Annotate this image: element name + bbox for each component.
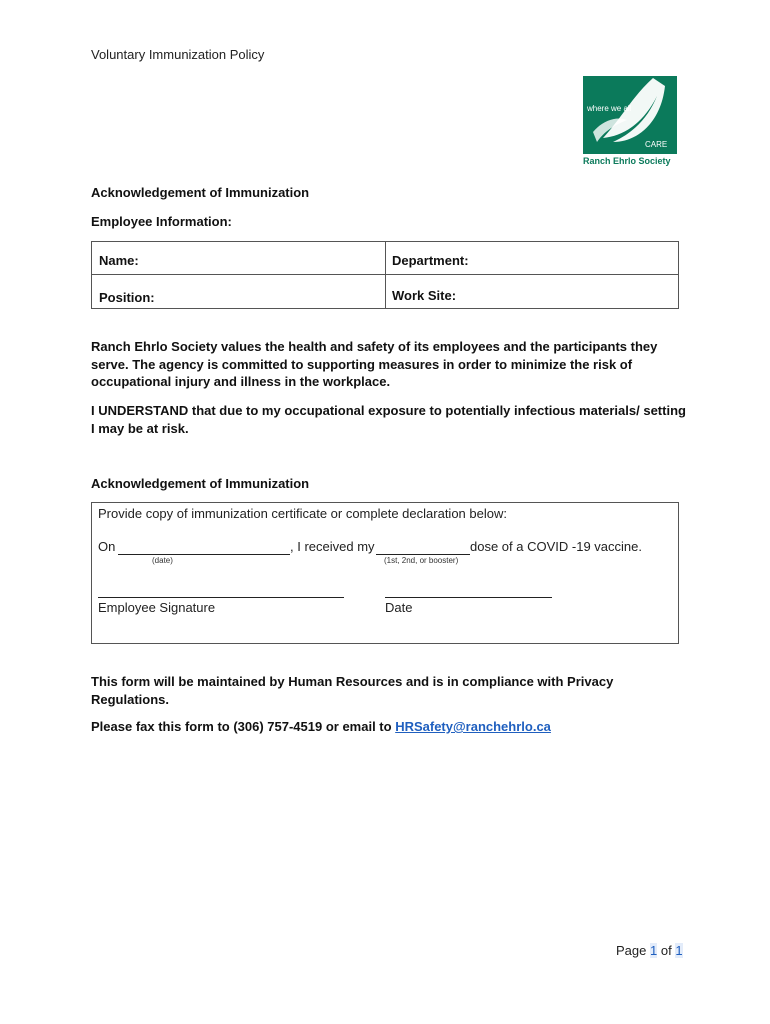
date-hint: (date) — [152, 556, 173, 565]
section-title-acknowledgement: Acknowledgement of Immunization — [91, 185, 310, 200]
understand-paragraph: I UNDERSTAND that due to my occupational exposure to potentially infectious materials/ setting I may be at risk. — [91, 403, 686, 436]
declaration-instruction: Provide copy of immunization certificate or complete declaration below: — [98, 506, 507, 521]
fax-text: Please fax this form to (306) 757-4519 or email to — [91, 719, 396, 734]
position-field[interactable]: Position: — [99, 290, 155, 305]
name-field[interactable]: Name: — [99, 253, 139, 268]
dose-hint: (1st, 2nd, or booster) — [384, 556, 459, 565]
privacy-compliance-paragraph: This form will be maintained by Human Resources and is in compliance with Privacy Regulations. — [91, 674, 614, 707]
declaration-box — [91, 502, 679, 644]
total-pages: 1 — [675, 943, 683, 958]
date-blank-line[interactable] — [118, 554, 290, 555]
logo-organization-name: Ranch Ehrlo Society — [583, 156, 671, 166]
signature-date-line[interactable] — [385, 597, 552, 598]
signature-date-label: Date — [385, 600, 413, 615]
email-link[interactable]: HRSafety@ranchehrlo.ca — [395, 719, 551, 734]
work-site-field[interactable]: Work Site: — [392, 288, 457, 303]
employee-information-label: Employee Information: — [91, 214, 232, 229]
employee-signature-label: Employee Signature — [98, 600, 216, 615]
page-word: Page — [616, 943, 647, 958]
page-footer — [616, 943, 683, 958]
employee-signature-line[interactable] — [98, 597, 344, 598]
dose-blank-line[interactable] — [376, 554, 470, 555]
of-word: of — [660, 943, 672, 958]
current-page-number: 1 — [650, 943, 658, 958]
employee-info-table — [91, 241, 679, 309]
vaccine-dose-text: dose of a COVID -19 vaccine. — [470, 539, 642, 554]
organization-logo — [583, 62, 681, 170]
health-safety-paragraph: Ranch Ehrlo Society values the health and safety of its employees and the participants they serve. The agency is committed to supporting measures in order to minimize the risk of occupational injury and illness in the workplace. — [91, 339, 658, 389]
department-field[interactable]: Department: — [392, 253, 469, 268]
logo-tagline: where we all — [587, 104, 632, 113]
section-title-acknowledgement-2: Acknowledgement of Immunization — [91, 476, 310, 491]
declaration-on-label: On — [98, 539, 116, 554]
received-text: , I received my — [290, 539, 375, 554]
logo-care-text: CARE — [645, 140, 668, 149]
document-header-title: Voluntary Immunization Policy — [91, 47, 265, 62]
fax-instructions — [91, 718, 691, 736]
